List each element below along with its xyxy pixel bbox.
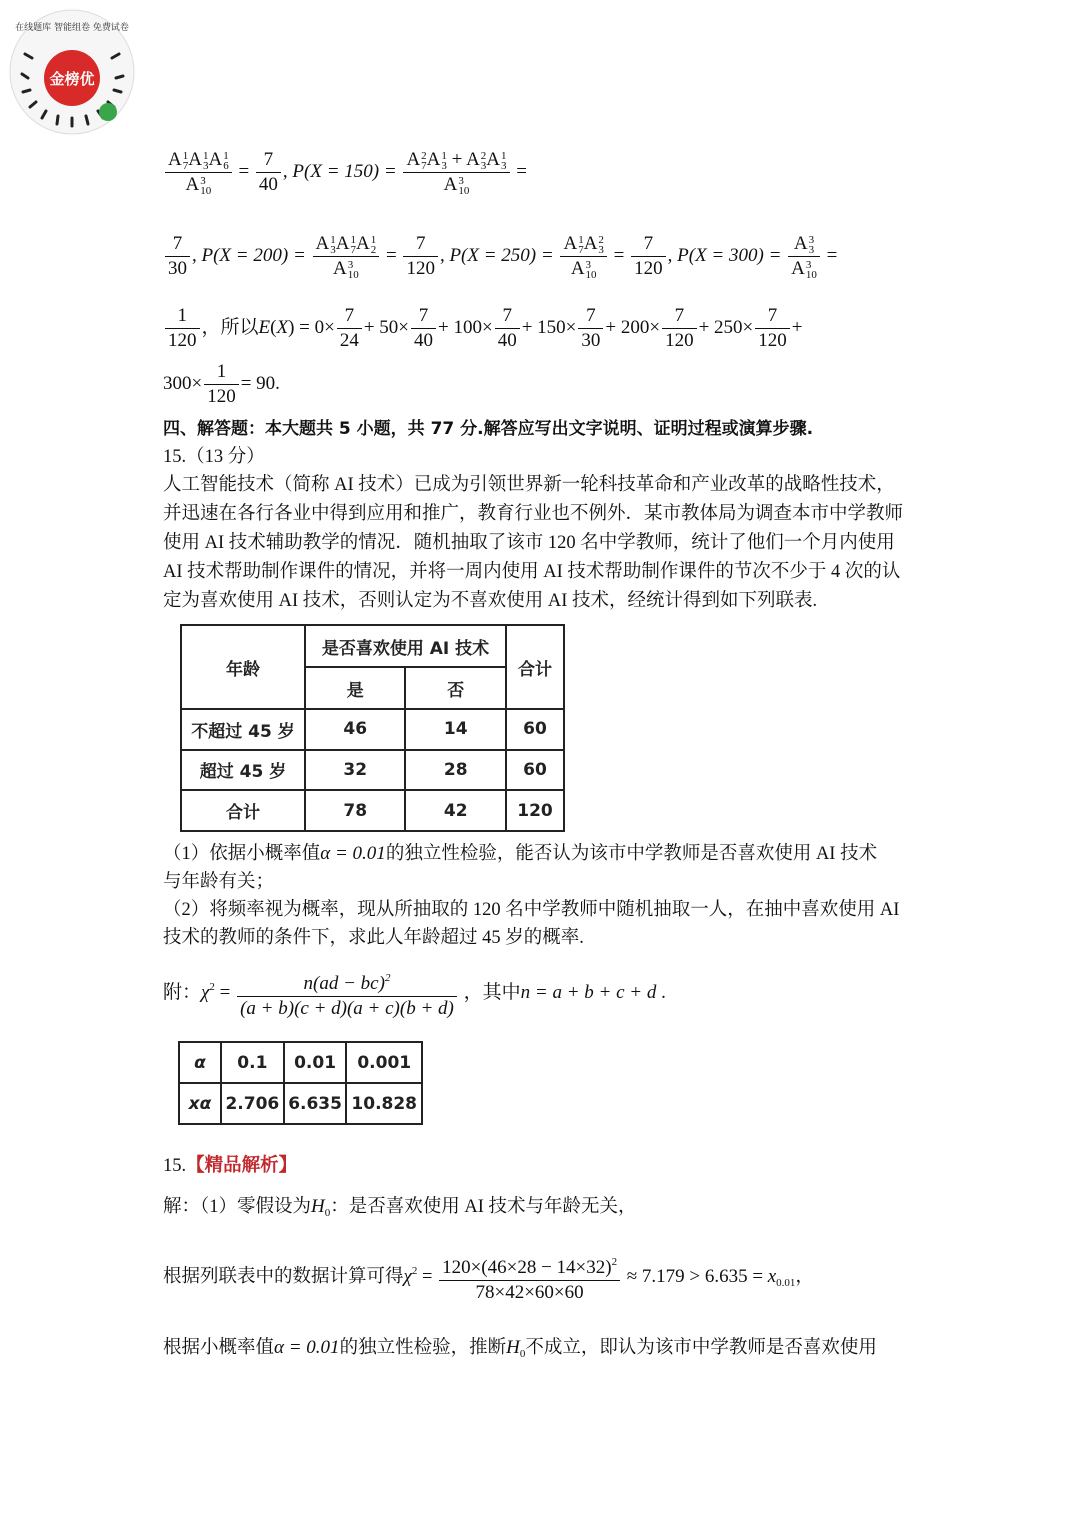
logo-ring-text: 在线题库 智能组卷 免费试卷 — [15, 23, 129, 33]
header-no: 否 — [405, 667, 506, 709]
question-2: （2）将频率视为概率，现从所抽取的 120 名中学教师中随机抽取一人，在抽中喜欢使用 AI — [163, 900, 900, 920]
jinbangyou-logo — [8, 8, 136, 136]
problem-para-line: 并迅速在各行各业中得到应用和推广，教育行业也不例外．某市教体局为调查本市中学教师 — [163, 504, 904, 524]
table-row: 合计 78 42 120 — [181, 790, 564, 831]
problem-para-line: 使用 AI 技术辅助教学的情况．随机抽取了该市 120 名中学教师，统计了他们一个月内使用 — [163, 533, 895, 553]
contingency-table — [180, 624, 565, 832]
solution-line-3: 根据小概率值α = 0.01的独立性检验，推断$H_0$不成立，即认为该市中学教师是否喜欢使用 — [163, 1337, 877, 1360]
question-2-cont: 技术的教师的条件下，求此人年龄超过 45 岁的概率. — [163, 928, 584, 948]
appendix-formula: 附：$\chi^2$ = $\frac{n(ad - bc)^2}{(a + b)(c + d)(a + c)(b + d)}$ ，其中n = a + b + c + d . — [163, 966, 666, 1021]
problem-para-line: AI 技术帮助制作课件的情况，并将一周内使用 AI 技术帮助制作课件的节次不少于 4 次的认 — [163, 562, 901, 582]
table-row: 不超过 45 岁 46 14 60 — [181, 709, 564, 750]
section-heading: 四、解答题：本大题共 5 小题，共 77 分.解答应写出文字说明、证明过程或演算步骤. — [163, 419, 814, 439]
header-like-ai: 是否喜欢使用 AI 技术 — [305, 625, 506, 667]
header-total: 合计 — [506, 625, 564, 709]
solution-line-1: 解：（1）零假设为$H_0$：是否喜欢使用 AI 技术与年龄无关， — [163, 1196, 637, 1219]
solution-line-2: 根据列联表中的数据计算可得$\chi^2$ = $\frac{120\times(46\times 28 - 14\times 32)^2}{78\times 42\times 60\times 60}$ ≈ $7.179 > 6.635 = x_{0.01}$， — [163, 1250, 814, 1305]
math-line-1: A 1 7 A 1 3 A 1 6 A 3 10 = $\frac{7}{40}$ , P(X = 150) = A 2 7 A 1 3 + A 2 3 A 1 3 A 3 10 = — [163, 148, 527, 197]
header-age: 年龄 — [181, 625, 305, 709]
header-yes: 是 — [305, 667, 405, 709]
problem-para-line: 人工智能技术（简称 AI 技术）已成为引领世界新一轮科技革命和产业改革的战略性技术， — [163, 475, 895, 495]
critical-value-table: α 0.1 0.01 0.001 xα 2.706 6.635 10.828 — [178, 1041, 423, 1125]
math-line-3: $\frac{1}{120}$ ，所以E(X) = 0× $\frac{7}{24}$ + 50× $\frac{7}{40}$ + 100× $\frac{7}{40}$ + 150× $\frac{7}{30}$ + 200× $\frac{7}{120}$ + 250× $\frac{7}{120}$ + — [163, 304, 802, 353]
math-line-4: 300× $\frac{1}{120}$ = 90. — [163, 361, 280, 407]
problem-number: 15.（13 分） — [163, 447, 265, 467]
problem-para-line: 定为喜欢使用 AI 技术，否则认定为不喜欢使用 AI 技术，经统计得到如下列联表. — [163, 591, 818, 611]
table-row: 超过 45 岁 32 28 60 — [181, 750, 564, 791]
question-1-cont: 与年龄有关； — [163, 872, 275, 892]
math-line-2: $\frac{7}{30}$ , P(X = 200) = A 1 3 A 1 7 A 1 2 A 3 10 = $\frac{7}{120}$ , P(X = 250) = A 1 7 A 2 3 A 3 10 = $\frac{7}{120}$ , P(X = 300) = A 3 3 A 3 10 = — [163, 232, 837, 281]
solution-heading: 15.【精品解析】 — [163, 1156, 298, 1176]
question-1: （1）依据小概率值α = 0.01的独立性检验，能否认为该市中学教师是否喜欢使用 AI 技术 — [163, 843, 878, 864]
logo-badge-text: 金榜优 — [49, 70, 95, 88]
